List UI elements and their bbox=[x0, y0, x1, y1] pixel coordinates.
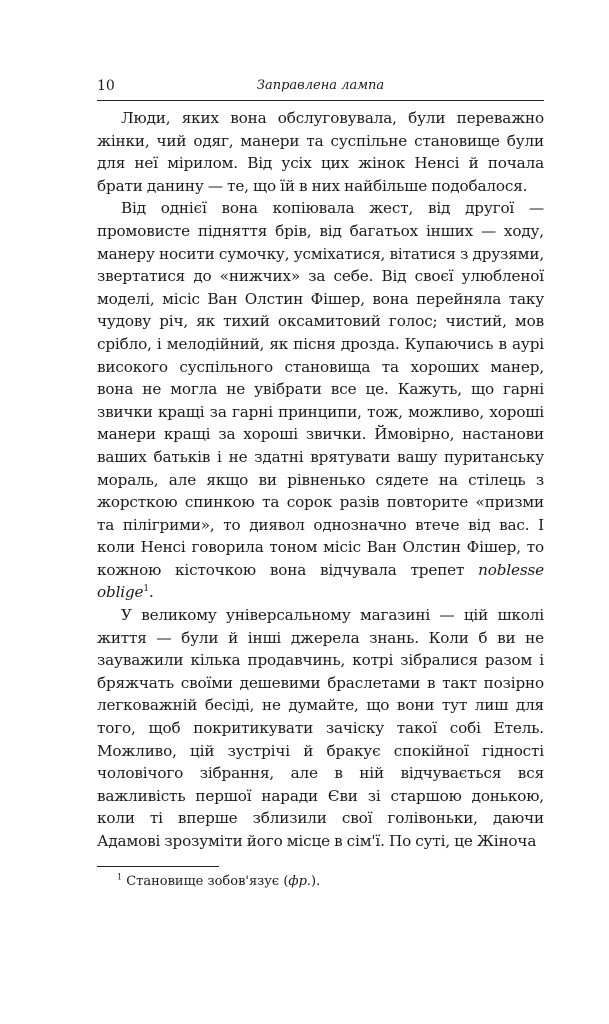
footnote-abbreviation: фр. bbox=[288, 873, 312, 889]
main-text bbox=[97, 107, 544, 853]
footnote bbox=[97, 873, 544, 891]
running-head bbox=[97, 78, 544, 101]
footnote-text-start: Становище зобов'язує ( bbox=[122, 873, 289, 889]
footnote-text-end: ). bbox=[311, 873, 321, 889]
footnote-mark: 1 bbox=[117, 872, 123, 882]
footnote-reference: 1 bbox=[143, 584, 149, 595]
running-title: Заправлена лампа bbox=[256, 78, 385, 93]
foreign-phrase: noblesse oblige bbox=[97, 560, 544, 602]
paragraph-2-end: . bbox=[148, 583, 154, 602]
footnote-divider bbox=[97, 866, 219, 867]
paragraph-1: Люди, яких вона обслуговувала, були переважно жінки, чий одяг, манери та суспільне становище були для неї мірилом. Від усіх цих жінок Ненсі й почала брати данину — те, що їй в них найбільше подобалося. bbox=[97, 109, 544, 195]
paragraph-3: У великому універсальному магазині — цій школі життя — були й інші джерела знань. Коли б ви не зауважили кілька продавчинь, котрі зібралися разом і бряжчать своїми дешевими браслетами в такт позірно легковажній бесіді, не думайте, що вони тут лиш для того, щоб покритикувати зачіску такої собі Етель. Можливо, цій зустрічі й бракує спокійної гідності чоловічого зібрання, але в ній відчувається вся важливість першої наради Єви зі старшою донькою, коли ті вперше зблизили свої голівоньки, даючи Адамові зрозуміти його місце в сім'ї. По суті, це Жіноча bbox=[97, 606, 544, 850]
paragraph-2 bbox=[97, 197, 544, 604]
page-number: 10 bbox=[97, 78, 115, 94]
paragraph-2-text: Від однієї вона копіювала жест, від другої — промовисте підняття брів, від багатьох інших — ходу, манеру носити сумочку, усміхатися, вітатися з друзями, звертатися до «нижчих» за себе. Від своєї улюбленої моделі, місіс Ван Олстин Фішер, вона перейняла таку чудову річ, як тихий оксамитовий голос; чистий, мов срібло, і мелодійний, як пісня дрозда. Купаючись в аурі високого суспільного становища та хороших манер, вона не могла не увібрати все це. Кажуть, що гарні звички кращі за гарні принципи, тож, можливо, хороші манери кращі за хороші звички. Ймовірно, настанови ваших батьків і не здатні врятувати вашу пуританську мораль, але якщо ви рівненько сядете на стілець з жорсткою спинкою та сорок разів повторите «призми та пілігрими», то диявол однозначно втече від вас. І коли Ненсі говорила тоном місіс Ван Олстин Фішер, то кожною кісточкою вона відчувала трепет bbox=[97, 199, 544, 579]
book-page bbox=[97, 78, 544, 891]
